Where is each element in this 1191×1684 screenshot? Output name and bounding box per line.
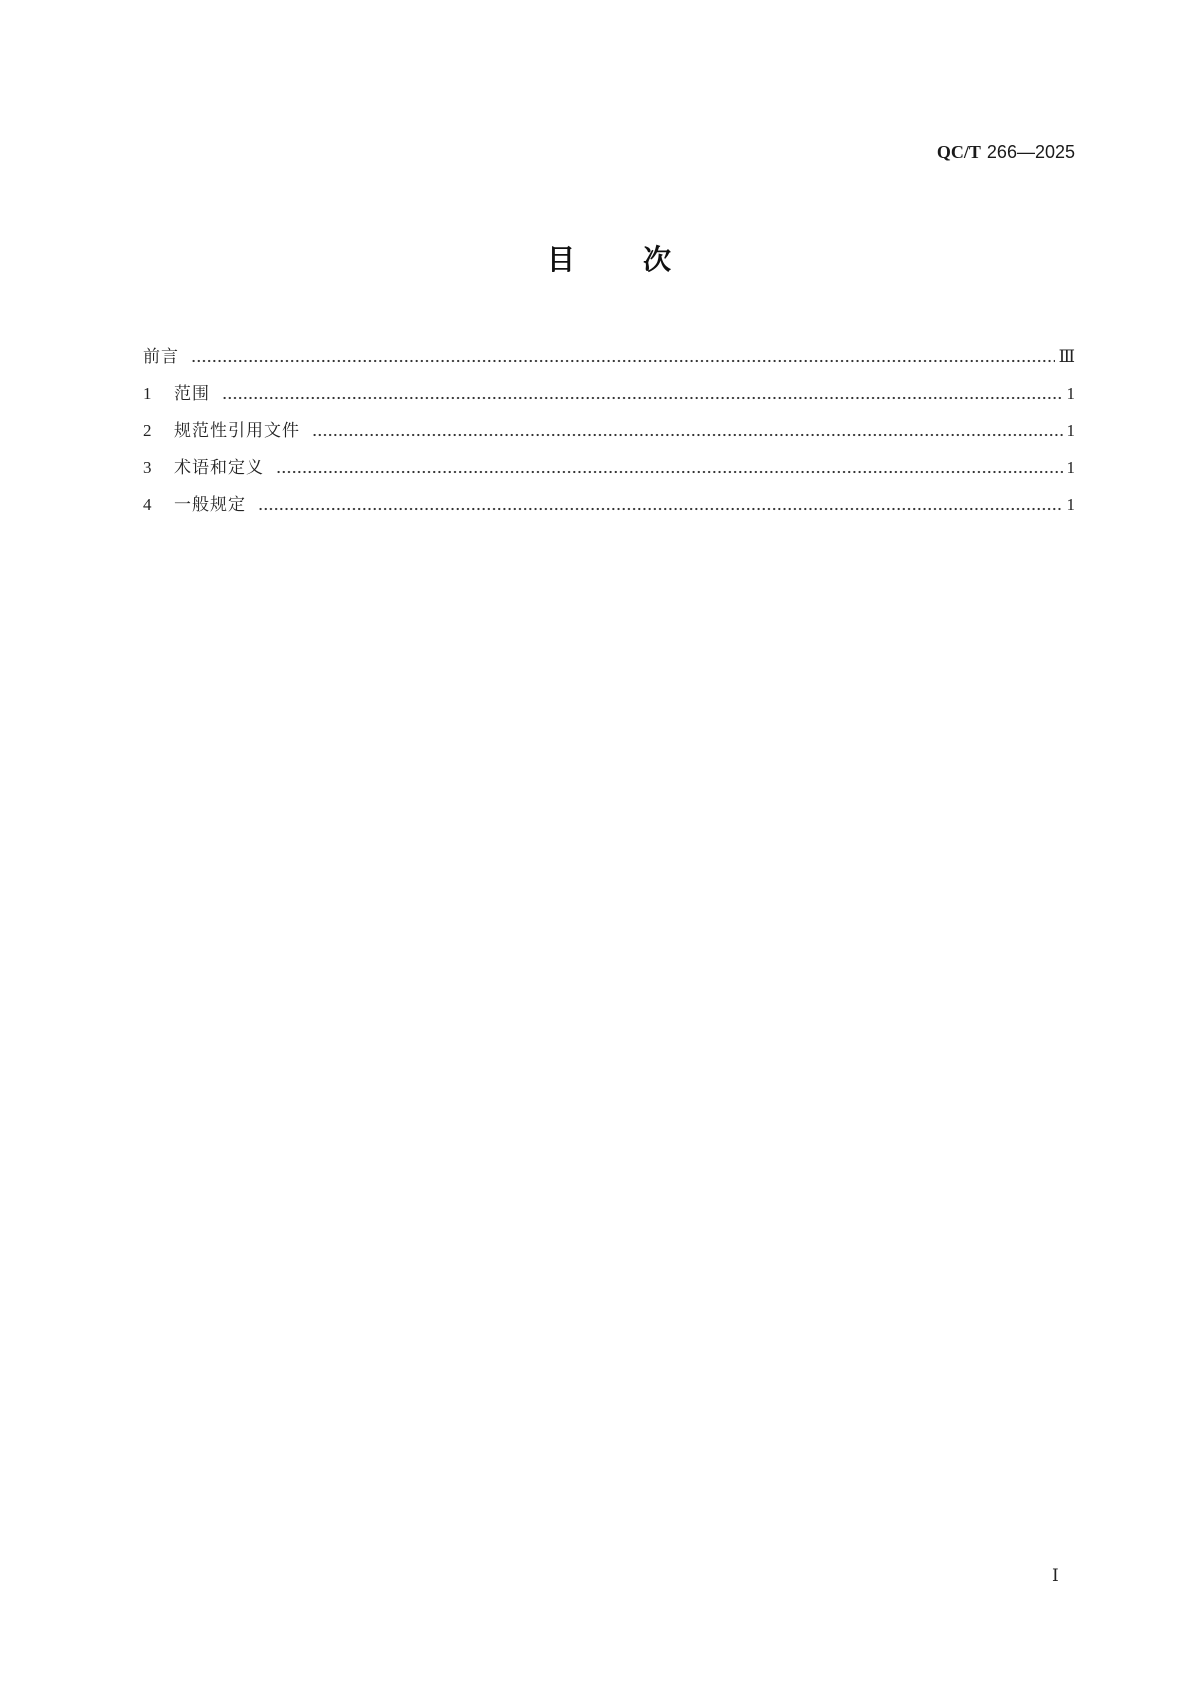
toc-entry-page: 1 xyxy=(1066,420,1075,440)
table-of-contents xyxy=(143,339,1075,523)
standard-code-number: 266—2025 xyxy=(986,142,1075,162)
toc-dot-leader xyxy=(222,396,1063,400)
page-number: Ⅰ xyxy=(1052,1566,1059,1585)
toc-dot-leader xyxy=(191,359,1055,363)
toc-entry-title: 规范性引用文件 xyxy=(174,420,300,440)
toc-heading xyxy=(143,240,1075,280)
toc-entry-page: 1 xyxy=(1066,457,1075,477)
standard-code-prefix: QC/T xyxy=(936,142,981,162)
toc-heading-char-2: 次 xyxy=(643,243,672,276)
toc-dot-leader xyxy=(276,470,1063,474)
toc-entry-number: 3 xyxy=(143,457,152,477)
toc-entry-foreword xyxy=(143,339,1075,376)
toc-entry-normative-references xyxy=(143,413,1075,450)
toc-entry-title: 术语和定义 xyxy=(174,457,264,477)
toc-entry-terms-definitions xyxy=(143,449,1075,486)
toc-entry-number: 2 xyxy=(143,420,152,440)
toc-entry-title: 前言 xyxy=(143,347,179,367)
toc-dot-leader xyxy=(258,507,1063,511)
toc-entry-title: 范围 xyxy=(174,384,210,404)
toc-entry-number: 1 xyxy=(143,384,152,404)
toc-entry-title: 一般规定 xyxy=(174,494,246,514)
standard-code-header xyxy=(937,140,1075,164)
toc-dot-leader xyxy=(312,433,1063,437)
toc-heading-char-1: 目 xyxy=(546,243,575,276)
toc-entry-page: 1 xyxy=(1066,494,1075,514)
toc-entry-page: Ⅲ xyxy=(1058,347,1075,367)
toc-entry-number: 4 xyxy=(143,494,152,514)
toc-entry-scope xyxy=(143,376,1075,413)
toc-entry-page: 1 xyxy=(1066,384,1075,404)
toc-entry-general-provisions xyxy=(143,486,1075,523)
